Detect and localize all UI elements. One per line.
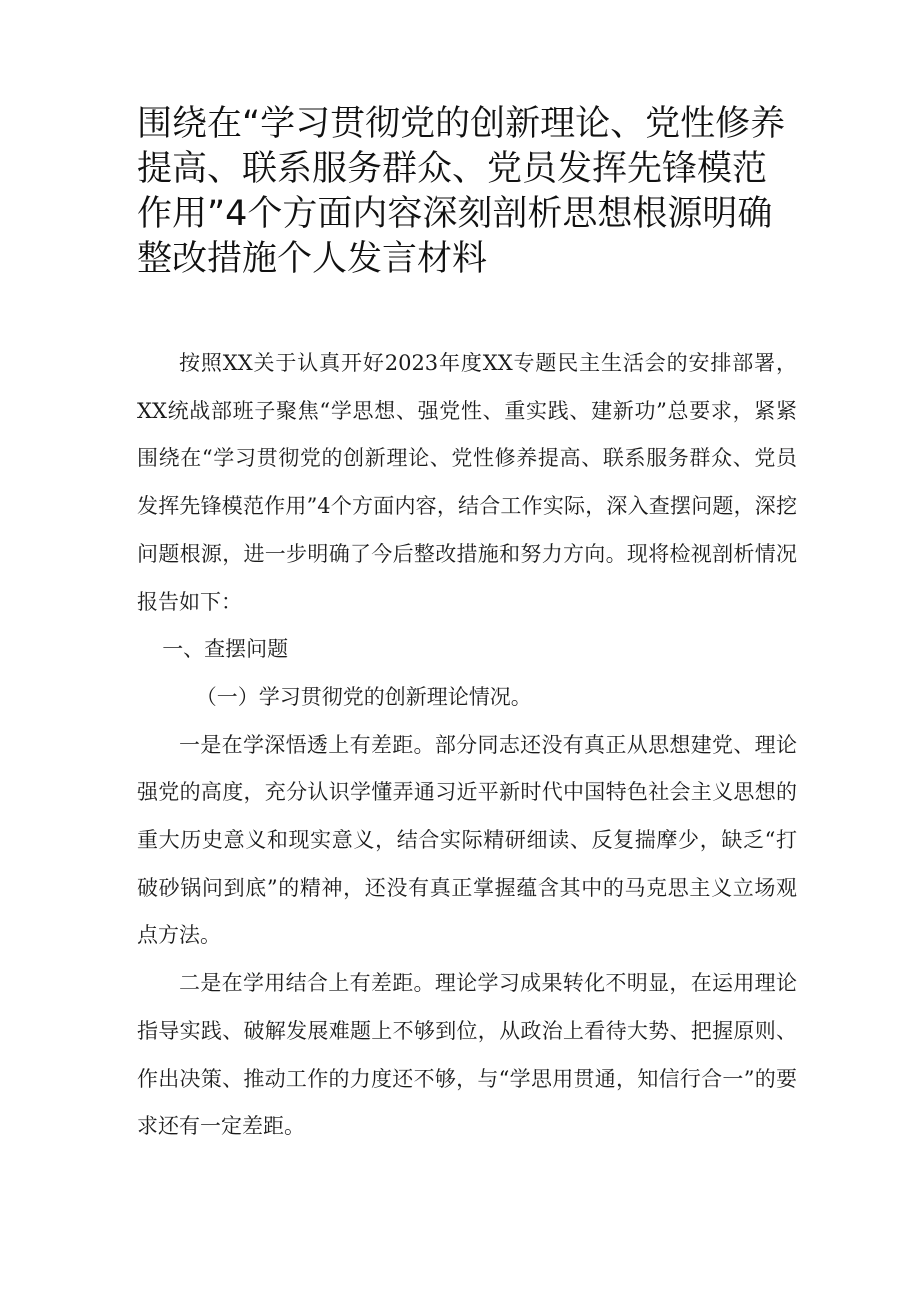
document-title: 围绕在“学习贯彻党的创新理论、党性修养提高、联系服务群众、党员发挥先锋模范作用”4个方面内容深刻剖析思想根源明确整改措施个人发言材料 xyxy=(137,104,786,279)
section-heading-find-problems: 一、查摆问题 xyxy=(162,637,289,662)
point-paragraph-2: 二是在学用结合上有差距。理论学习成果转化不明显，在运用理论指导实践、破解发展难题上不够到位，从政治上看待大势、把握原则、作出决策、推动工作的力度还不够，与“学思用贯通，知信行合一”的要求还有一定差距。 xyxy=(137,971,797,1139)
subsection-heading-theory-study: （一）学习贯彻党的创新理论情况。 xyxy=(195,684,532,709)
document-body xyxy=(137,340,797,1151)
point-paragraph-1: 一是在学深悟透上有差距。部分同志还没有真正从思想建党、理论强党的高度，充分认识学懂弄通习近平新时代中国特色社会主义思想的重大历史意义和现实意义，结合实际精研细读、反复揣摩少，缺乏“打破砂锅问到底”的精神，还没有真正掌握蕴含其中的马克思主义立场观点方法。 xyxy=(137,732,797,948)
intro-paragraph: 按照XX关于认真开好2023年度XX专题民主生活会的安排部署，XX统战部班子聚焦“学思想、强党性、重实践、建新功”总要求，紧紧围绕在“学习贯彻党的创新理论、党性修养提高、联系服务群众、党员发挥先锋模范作用”4个方面内容，结合工作实际，深入查摆问题，深挖问题根源，进一步明确了今后整改措施和努力方向。现将检视剖析情况报告如下： xyxy=(137,351,797,614)
